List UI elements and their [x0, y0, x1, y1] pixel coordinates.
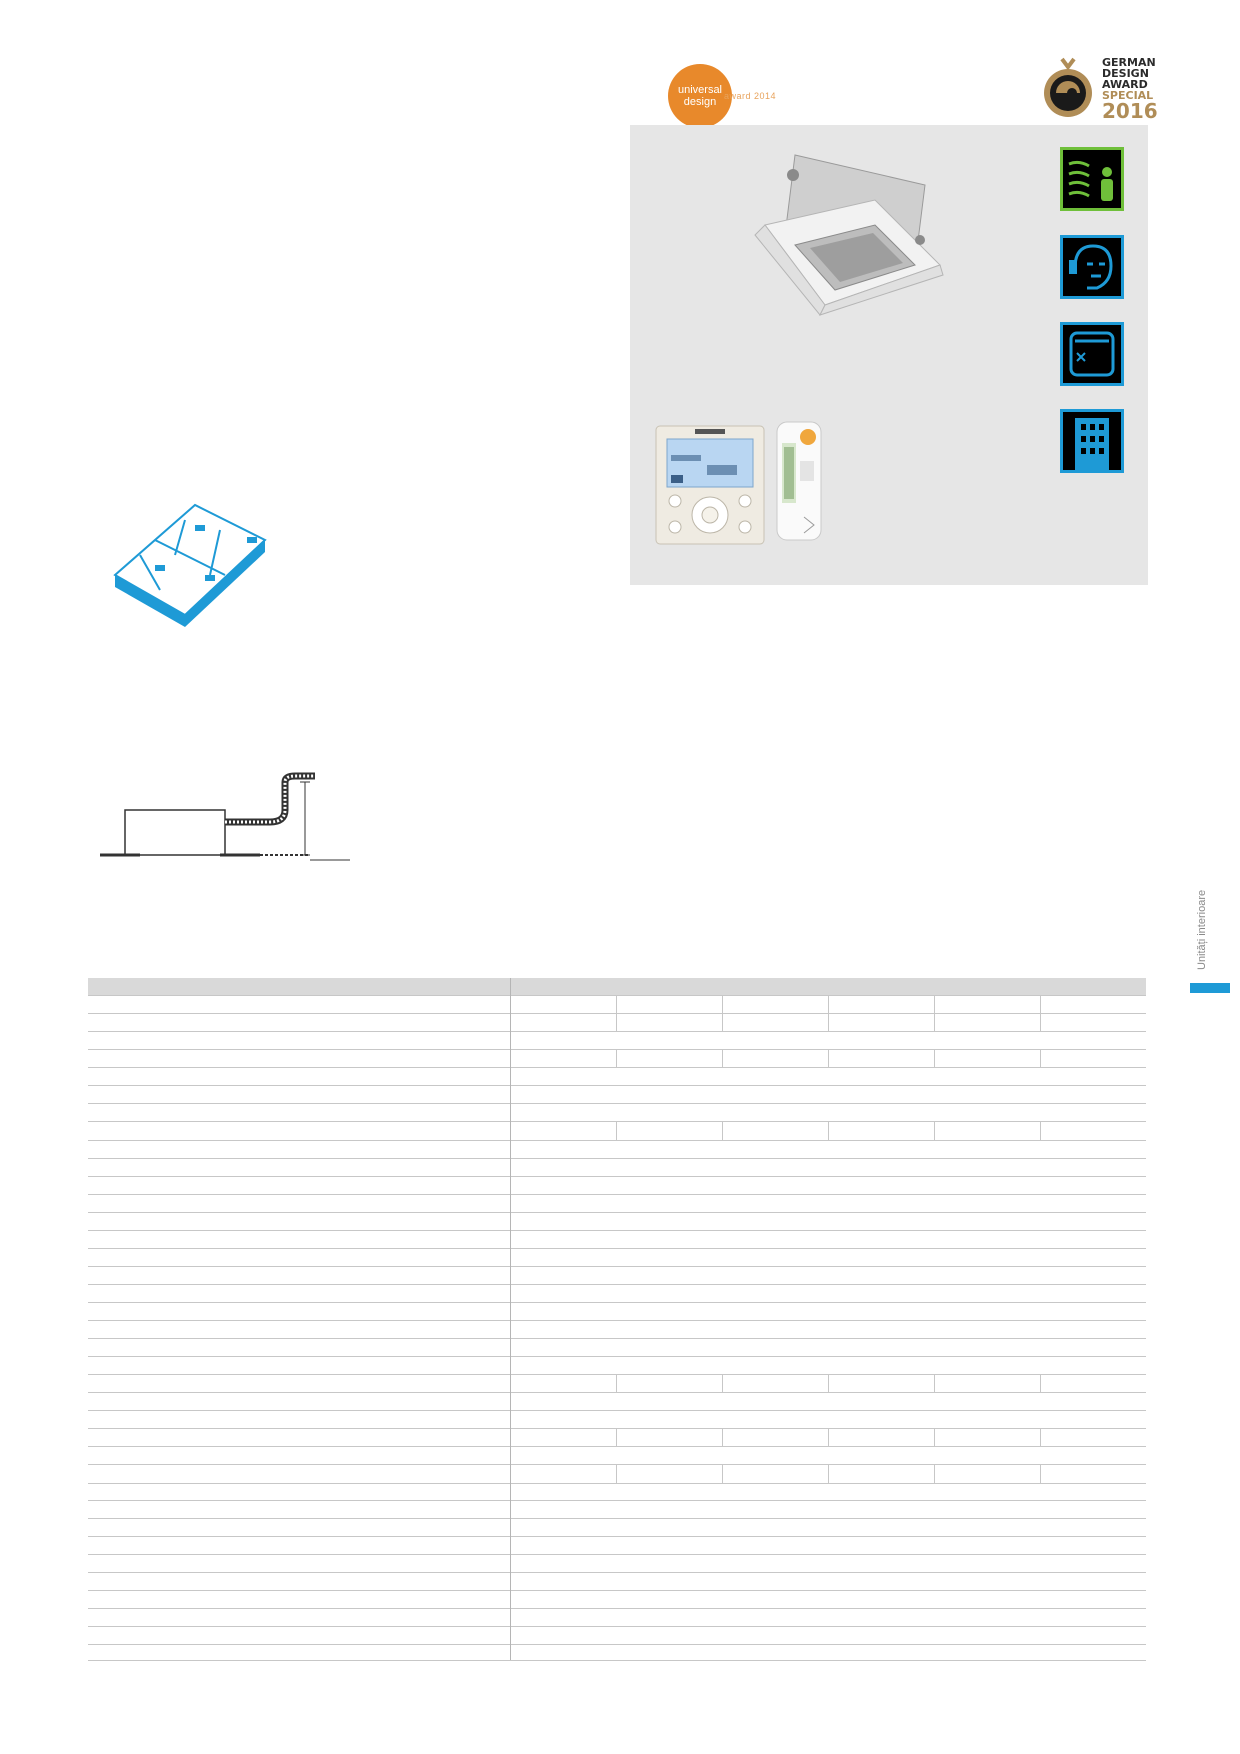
- table-cell-divider: [1040, 1428, 1041, 1446]
- table-cell-divider: [934, 1049, 935, 1067]
- side-tab-accent-bar: [1190, 983, 1230, 993]
- table-cell-divider: [616, 1428, 617, 1446]
- building-icon: [1060, 409, 1124, 473]
- table-cell-divider: [616, 1049, 617, 1067]
- table-row-line: [88, 1103, 1146, 1104]
- table-row-line: [88, 1590, 1146, 1591]
- table-row-line: [88, 1121, 1146, 1122]
- table-row-line: [88, 1518, 1146, 1519]
- table-row-line: [88, 1230, 1146, 1231]
- table-row-line: [88, 1644, 1146, 1645]
- table-row-line: [88, 1266, 1146, 1267]
- german-design-text: [1102, 57, 1158, 121]
- table-row-line: [88, 1013, 1146, 1014]
- product-hero-panel: [630, 125, 1148, 585]
- table-row-line: [88, 1302, 1146, 1303]
- table-cell-divider: [1040, 1121, 1041, 1140]
- table-row-line: [88, 1212, 1146, 1213]
- spec-table-header: [88, 978, 1146, 995]
- table-row-line: [88, 1049, 1146, 1050]
- universal-design-caption: award 2014: [724, 91, 777, 101]
- gda-line2: DESIGN: [1102, 67, 1149, 80]
- table-cell-divider: [828, 995, 829, 1031]
- table-row-line: [88, 1446, 1146, 1447]
- table-cell-divider: [616, 995, 617, 1031]
- table-row-line: [88, 1194, 1146, 1195]
- table-row-line: [88, 1248, 1146, 1249]
- infrared-remote-controller-image: [776, 421, 822, 541]
- table-row-line: [88, 1374, 1146, 1375]
- table-cell-divider: [722, 995, 723, 1031]
- ceiling-cassette-unit-image: [725, 145, 965, 345]
- table-row-line: [88, 1572, 1146, 1573]
- table-row-line: [88, 1031, 1146, 1032]
- table-cell-divider: [616, 1374, 617, 1392]
- table-row-line: [88, 995, 1146, 996]
- table-row-line: [88, 1536, 1146, 1537]
- table-cell-divider: [934, 1464, 935, 1483]
- table-cell-divider: [1040, 1374, 1041, 1392]
- table-row-line: [88, 1085, 1146, 1086]
- table-cell-divider: [828, 1374, 829, 1392]
- table-cell-divider: [722, 1121, 723, 1140]
- table-cell-divider: [616, 1464, 617, 1483]
- table-row-line: [88, 1140, 1146, 1141]
- gda-line4: SPECIAL: [1102, 89, 1154, 102]
- table-column-divider: [510, 978, 511, 1660]
- german-design-award: [1040, 55, 1158, 123]
- table-cell-divider: [722, 1428, 723, 1446]
- table-cell-divider: [828, 1464, 829, 1483]
- table-row-line: [88, 1554, 1146, 1555]
- table-row-line: [88, 1392, 1146, 1393]
- panel-control-icon: [1060, 322, 1124, 386]
- table-cell-divider: [934, 1428, 935, 1446]
- face-comfort-icon: [1060, 235, 1124, 299]
- table-row-line: [88, 1660, 1146, 1661]
- side-tab: [1190, 880, 1220, 1000]
- table-cell-divider: [1040, 995, 1041, 1031]
- table-row-line: [88, 1464, 1146, 1465]
- universal-design-award: [668, 64, 808, 128]
- table-cell-divider: [722, 1464, 723, 1483]
- table-row-line: [88, 1338, 1146, 1339]
- table-row-line: [88, 1067, 1146, 1068]
- table-cell-divider: [828, 1049, 829, 1067]
- universal-design-line1: universal: [677, 84, 723, 96]
- universal-design-line2: design: [683, 96, 717, 108]
- table-row-line: [88, 1428, 1146, 1429]
- table-cell-divider: [722, 1374, 723, 1392]
- drain-pipe-installation-diagram: [100, 770, 360, 870]
- wired-remote-controller-image: [655, 425, 765, 545]
- table-cell-divider: [828, 1428, 829, 1446]
- table-row-line: [88, 1608, 1146, 1609]
- table-row-line: [88, 1158, 1146, 1159]
- table-row-line: [88, 1500, 1146, 1501]
- air-flow-person-icon: [1060, 147, 1124, 211]
- table-cell-divider: [934, 995, 935, 1031]
- table-cell-divider: [828, 1121, 829, 1140]
- table-cell-divider: [934, 1374, 935, 1392]
- table-cell-divider: [616, 1121, 617, 1140]
- german-design-medal-icon: [1040, 55, 1096, 121]
- gda-line3: AWARD: [1102, 78, 1148, 91]
- side-tab-label: Unități interioare: [1196, 889, 1208, 970]
- table-cell-divider: [934, 1121, 935, 1140]
- table-cell-divider: [722, 1049, 723, 1067]
- gda-line1: GERMAN: [1102, 56, 1156, 69]
- table-cell-divider: [1040, 1464, 1041, 1483]
- spec-table: [88, 978, 1146, 1660]
- gda-year: 2016: [1102, 99, 1158, 123]
- table-cell-divider: [1040, 1049, 1041, 1067]
- table-row-line: [88, 1284, 1146, 1285]
- table-row-line: [88, 1356, 1146, 1357]
- table-row-line: [88, 1410, 1146, 1411]
- table-row-line: [88, 1626, 1146, 1627]
- universal-design-badge: [668, 64, 732, 128]
- table-row-line: [88, 1176, 1146, 1177]
- table-row-line: [88, 1320, 1146, 1321]
- multi-room-floor-plan-diagram: [110, 495, 270, 635]
- table-row-line: [88, 1483, 1146, 1484]
